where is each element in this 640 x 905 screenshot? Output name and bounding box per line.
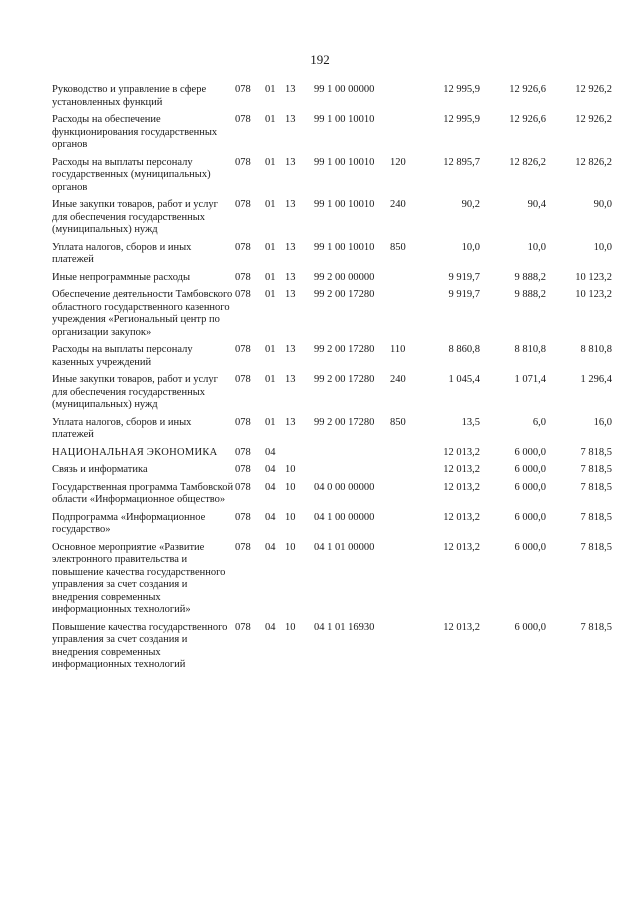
department-code: 078 <box>235 464 251 475</box>
section-code: 04 <box>265 481 276 493</box>
department-code: 078 <box>235 271 251 283</box>
amount-year-3: 7 818,5 <box>580 464 612 475</box>
department-code: 078 <box>235 446 251 458</box>
row-name: Иные закупки товаров, работ и услуг для обеспечения государственных (муниципальных) нужд <box>52 199 218 235</box>
row-name: Иные закупки товаров, работ и услуг для обеспечения государственных (муниципальных) нужд <box>52 374 218 410</box>
amount-year-1: 9 919,7 <box>448 289 480 300</box>
amount-year-3: 7 818,5 <box>580 621 612 633</box>
amount-year-2: 90,4 <box>527 199 546 210</box>
amount-year-1: 12 013,2 <box>443 446 480 458</box>
amount-year-3: 16,0 <box>593 416 612 428</box>
amount-year-2: 10,0 <box>527 241 546 253</box>
target-article-code: 99 1 00 10010 <box>314 199 375 210</box>
amount-year-1: 10,0 <box>461 241 480 253</box>
subsection-code <box>285 447 310 465</box>
row-name: Расходы на выплаты персоналу казенных учреждений <box>52 344 193 368</box>
amount-year-2: 6 000,0 <box>514 621 546 633</box>
table-row <box>52 447 612 465</box>
department-code: 078 <box>235 541 251 553</box>
row-name: Государственная программа Тамбовской области «Информационное общество» <box>52 481 234 505</box>
budget-table <box>52 84 612 677</box>
subsection-code: 13 <box>285 156 296 168</box>
subsection-code: 13 <box>285 84 296 95</box>
table-row <box>52 289 612 344</box>
table-row <box>52 84 612 114</box>
amount-year-3: 90,0 <box>593 199 612 210</box>
amount-year-2: 6 000,0 <box>514 446 546 458</box>
section-code: 01 <box>265 374 276 385</box>
row-name: Подпрограмма «Информационное государство» <box>52 511 206 535</box>
amount-year-1: 9 919,7 <box>448 271 480 283</box>
amount-year-2: 6 000,0 <box>514 541 546 553</box>
target-article-code <box>310 447 390 465</box>
expense-type-code <box>390 272 414 290</box>
section-code: 01 <box>265 416 276 428</box>
target-article-code: 99 2 00 00000 <box>314 271 375 283</box>
target-article-code: 99 2 00 17280 <box>314 289 375 300</box>
section-code: 01 <box>265 114 276 125</box>
amount-year-1: 12 013,2 <box>443 541 480 553</box>
target-article-code <box>310 464 390 482</box>
department-code: 078 <box>235 84 251 95</box>
page-number: 192 <box>310 52 330 67</box>
department-code: 078 <box>235 114 251 125</box>
expense-type-code <box>390 447 414 465</box>
expense-type-code <box>390 114 414 157</box>
target-article-code: 04 0 00 00000 <box>314 481 375 493</box>
department-code: 078 <box>235 621 251 633</box>
table-row <box>52 542 612 622</box>
target-article-code: 99 1 00 10010 <box>314 114 375 125</box>
section-code: 01 <box>265 344 276 355</box>
department-code: 078 <box>235 199 251 210</box>
amount-year-3: 12 926,2 <box>575 84 612 95</box>
amount-year-2: 6 000,0 <box>514 511 546 523</box>
amount-year-3: 7 818,5 <box>580 511 612 523</box>
target-article-code: 99 1 00 00000 <box>314 84 375 95</box>
department-code: 078 <box>235 374 251 385</box>
amount-year-3: 1 296,4 <box>580 374 612 385</box>
subsection-code: 13 <box>285 374 296 385</box>
expense-type-code: 110 <box>390 344 406 355</box>
subsection-code: 10 <box>285 541 296 553</box>
row-name: Связь и информатика <box>52 464 148 475</box>
amount-year-3: 12 826,2 <box>575 156 612 168</box>
amount-year-2: 6,0 <box>532 416 546 428</box>
row-name: НАЦИОНАЛЬНАЯ ЭКОНОМИКА <box>52 446 218 458</box>
amount-year-3: 12 926,2 <box>575 114 612 125</box>
expense-type-code <box>390 622 414 677</box>
amount-year-2: 12 926,6 <box>509 84 546 95</box>
section-code: 01 <box>265 84 276 95</box>
amount-year-1: 12 895,7 <box>443 156 480 168</box>
row-name: Основное мероприятие «Развитие электронного правительства и повышение качества государственного управления за счет создания и внедрения современных информационных технологий» <box>52 541 226 615</box>
amount-year-1: 12 013,2 <box>443 621 480 633</box>
expense-type-code <box>390 542 414 622</box>
table-row <box>52 417 612 447</box>
expense-type-code: 120 <box>390 156 406 168</box>
amount-year-2: 1 071,4 <box>514 374 546 385</box>
row-name: Руководство и управление в сфере установленных функций <box>52 84 207 108</box>
amount-year-3: 10,0 <box>593 241 612 253</box>
row-name: Уплата налогов, сборов и иных платежей <box>52 416 192 440</box>
subsection-code: 10 <box>285 481 296 493</box>
subsection-code: 10 <box>285 464 296 475</box>
table-row <box>52 482 612 512</box>
row-name: Уплата налогов, сборов и иных платежей <box>52 241 192 265</box>
department-code: 078 <box>235 156 251 168</box>
target-article-code: 99 2 00 17280 <box>314 344 375 355</box>
section-code: 04 <box>265 464 276 475</box>
subsection-code: 13 <box>285 199 296 210</box>
section-code: 01 <box>265 156 276 168</box>
amount-year-1: 1 045,4 <box>448 374 480 385</box>
section-code: 04 <box>265 541 276 553</box>
department-code: 078 <box>235 481 251 493</box>
amount-year-1: 12 013,2 <box>443 511 480 523</box>
target-article-code: 04 1 01 00000 <box>314 541 375 553</box>
table-row <box>52 622 612 677</box>
row-name: Иные непрограммные расходы <box>52 271 191 283</box>
amount-year-2: 6 000,0 <box>514 481 546 493</box>
amount-year-3: 7 818,5 <box>580 541 612 553</box>
expense-type-code: 240 <box>390 374 406 385</box>
row-name: Повышение качества государственного управления за счет создания и внедрения современных информационных технологий <box>52 621 228 670</box>
amount-year-3: 10 123,2 <box>575 289 612 300</box>
subsection-code: 10 <box>285 621 296 633</box>
section-code: 01 <box>265 271 276 283</box>
row-name: Расходы на выплаты персоналу государственных (муниципальных) органов <box>52 156 211 193</box>
target-article-code: 99 2 00 17280 <box>314 416 375 428</box>
table-body <box>52 84 612 677</box>
amount-year-3: 7 818,5 <box>580 446 612 458</box>
subsection-code: 13 <box>285 416 296 428</box>
expense-type-code <box>390 84 414 114</box>
amount-year-2: 9 888,2 <box>514 271 546 283</box>
department-code: 078 <box>235 241 251 253</box>
amount-year-2: 9 888,2 <box>514 289 546 300</box>
subsection-code: 13 <box>285 241 296 253</box>
amount-year-1: 12 995,9 <box>443 84 480 95</box>
expense-type-code <box>390 512 414 542</box>
subsection-code: 13 <box>285 344 296 355</box>
section-code: 04 <box>265 621 276 633</box>
target-article-code: 99 1 00 10010 <box>314 156 375 168</box>
table-row <box>52 464 612 482</box>
amount-year-1: 12 013,2 <box>443 481 480 493</box>
section-code: 01 <box>265 289 276 300</box>
target-article-code: 99 1 00 10010 <box>314 241 375 253</box>
subsection-code: 13 <box>285 289 296 300</box>
department-code: 078 <box>235 416 251 428</box>
amount-year-2: 8 810,8 <box>514 344 546 355</box>
target-article-code: 99 2 00 17280 <box>314 374 375 385</box>
amount-year-3: 10 123,2 <box>575 271 612 283</box>
amount-year-3: 7 818,5 <box>580 481 612 493</box>
table-row <box>52 272 612 290</box>
department-code: 078 <box>235 511 251 523</box>
department-code: 078 <box>235 344 251 355</box>
table-row <box>52 242 612 272</box>
section-code: 01 <box>265 199 276 210</box>
section-code: 04 <box>265 446 276 458</box>
subsection-code: 10 <box>285 511 296 523</box>
amount-year-2: 6 000,0 <box>514 464 546 475</box>
target-article-code: 04 1 01 16930 <box>314 621 375 633</box>
table-row <box>52 512 612 542</box>
expense-type-code: 240 <box>390 199 406 210</box>
subsection-code: 13 <box>285 271 296 283</box>
amount-year-1: 90,2 <box>461 199 480 210</box>
table-row <box>52 344 612 374</box>
amount-year-1: 12 995,9 <box>443 114 480 125</box>
amount-year-2: 12 926,6 <box>509 114 546 125</box>
section-code: 01 <box>265 241 276 253</box>
table-row <box>52 114 612 157</box>
amount-year-1: 12 013,2 <box>443 464 480 475</box>
subsection-code: 13 <box>285 114 296 125</box>
amount-year-1: 8 860,8 <box>448 344 480 355</box>
table-row <box>52 157 612 200</box>
table-row <box>52 199 612 242</box>
section-code: 04 <box>265 511 276 523</box>
expense-type-code: 850 <box>390 416 406 428</box>
row-name: Обеспечение деятельности Тамбовского областного государственного казенного учреждения «Региональный центр по организации закупок» <box>52 289 233 338</box>
target-article-code: 04 1 00 00000 <box>314 511 375 523</box>
expense-type-code <box>390 289 414 344</box>
amount-year-3: 8 810,8 <box>580 344 612 355</box>
amount-year-1: 13,5 <box>461 416 480 428</box>
expense-type-code: 850 <box>390 241 406 253</box>
table-row <box>52 374 612 417</box>
expense-type-code <box>390 464 414 482</box>
department-code: 078 <box>235 289 251 300</box>
row-name: Расходы на обеспечение функционирования государственных органов <box>52 114 218 150</box>
amount-year-2: 12 826,2 <box>509 156 546 168</box>
expense-type-code <box>390 482 414 512</box>
